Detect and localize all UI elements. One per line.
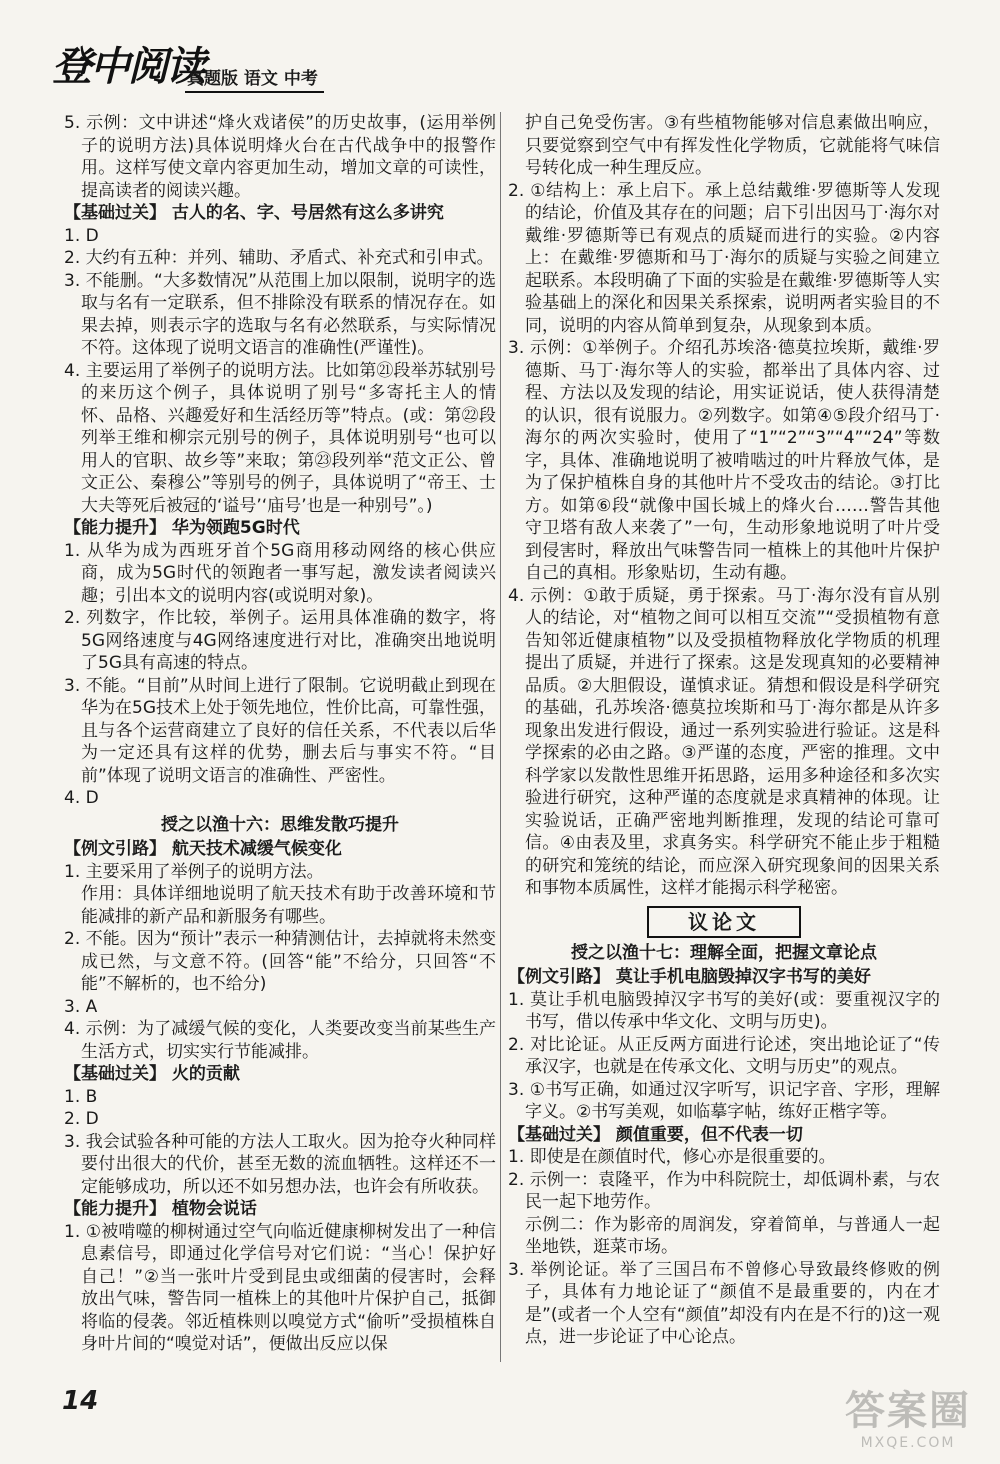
answer-item: 3. 示例：①举例子。介绍孔苏埃洛·德莫拉埃斯，戴维·罗德斯、马丁·海尔等人的实验，都举出了具体内容、过程、方法以及发现的结论，用实证说话，使人获得清楚的认识，很有说服力。②列数字。如第④⑤段介绍马丁·海尔的两次实验时，使用了“1”“2”“3”“4”“24”等数字，具体、准确地说明了被啃啮过的叶片释放气体，是为了保护植株自身的其他叶片不受攻击的结论。③打比方。如第⑥段“就像中国长城上的烽火台……警告其他守卫塔有敌人来袭了”一句，生动形象地说明了叶片受到侵害时，释放出气味警告同一植株上的其他叶片保护自己的真相。形象贴切，生动有趣。 xyxy=(508,338,940,583)
answer-item: 2. 对比论证。从正反两方面进行论述，突出地论证了“传承汉字，也就是在传承文化、文明与历史”的观点。 xyxy=(508,1034,940,1077)
column-divider xyxy=(500,112,501,1362)
section-heading: 【例文引路】 莫让手机电脑毁掉汉字书写的美好 xyxy=(508,967,871,987)
right-column xyxy=(508,112,940,1349)
answer-item: 4. D xyxy=(64,788,99,808)
answer-item: 4. 示例：为了减缓气候的变化，人类要改变当前某些生产生活方式，切实实行节能减排。 xyxy=(64,1019,496,1062)
answer-item: 1. 从华为成为西班牙首个5G商用移动网络的核心供应商，成为5G时代的领跑者一事写起，激发读者阅读兴趣；引出本文的说明内容(或说明对象)。 xyxy=(64,540,496,606)
watermark-url: MXQE.COM xyxy=(860,1435,956,1451)
answer-item: 1. ①被啃噬的柳树通过空气向临近健康柳树发出了一种信息素信号，即通过化学信号对它们说：“当心！保护好自己！”②当一张叶片受到昆虫或细菌的侵害时，会释放出气味，警告同一植株上的其他叶片保护自己，抵御将临的侵袭。邻近植株则以嗅觉方式“偷听”受损植株自身叶片间的“嗅觉对话”，便做出反应以保 xyxy=(64,1221,496,1354)
lesson-title: 授之以渔十六：思维发散巧提升 xyxy=(161,814,399,835)
answer-item: 2. 列数字，作比较，举例子。运用具体准确的数字，将5G网络速度与4G网络速度进行对比，准确突出地说明了5G具有高速的特点。 xyxy=(64,608,496,673)
left-column xyxy=(64,112,496,1356)
answer-item: 4. 示例：①敢于质疑，勇于探索。马丁·海尔没有盲从别人的结论，对“植物之间可以相互交流”“受损植物有意告知邻近健康植物”以及受损植物释放化学物质的机理提出了质疑，并进行了探索。这是发现真知的必要精神品质。②大胆假设，谨慎求证。猜想和假设是科学研究的基础，孔苏埃洛·德莫拉埃斯和马丁·海尔都是从许多现象出发进行假设，通过一系列实验进行验证。这是科学探索的必由之路。③严谨的态度，严密的推理。文中科学家以发散性思维开拓思路，运用多种途径和多次实验进行研究，这种严谨的态度就是求真精神的体现。让实验说话，正确严密地判断推理，发现的结论可靠可信。④由表及里，求真务实。科学研究不能止步于粗糙的研究和笼统的结论，而应深入研究现象间的因果关系和事物本质属性，这样才能揭示科学秘密。 xyxy=(508,585,940,898)
answer-item: 4. 主要运用了举例子的说明方法。比如第㉑段举苏轼别号的来历这个例子，具体说明了别号“多寄托主人的情怀、品格、兴趣爱好和生活经历等”特点。(或：第㉒段列举王维和柳宗元别号的例子，具体说明别号“也可以用人的官职、故乡等”来取；第㉓段列举“范文正公、曾文正公、秦穆公”等别号的例子，具体说明了“帝王、士大夫等死后被冠的‘谥号’‘庙号’也是一种别号”。) xyxy=(64,360,496,516)
series-logo: 登中阅读 xyxy=(52,43,204,90)
answer-continuation: 护自己免受伤害。③有些植物能够对信息素做出响应，只要觉察到空气中有挥发性化学物质，它就能将气味信号转化成一种生理反应。 xyxy=(525,113,940,178)
answer-item: 1. 即使是在颜值时代，修心亦是很重要的。 xyxy=(508,1147,836,1167)
answer-item: 2. 不能。因为“预计”表示一种猜测估计，去掉就将未然变成已然，与文意不符。(回答“能”不给分，只回答“不能”不解析的，也不给分) xyxy=(64,929,496,994)
answer-item: 2. 大约有五种：并列、辅助、矛盾式、补充式和引申式。 xyxy=(64,248,494,268)
section-heading: 【例文引路】 航天技术减缓气候变化 xyxy=(64,839,342,859)
section-heading: 【基础过关】 古人的名、字、号居然有这么多讲究 xyxy=(64,203,444,223)
section-heading: 【能力提升】 植物会说话 xyxy=(64,1199,257,1219)
answer-item: 3. 我会试验各种可能的方法人工取火。因为抢夺火种同样要付出很大的代价，甚至无数的流血牺牲。这样还不一定能够成功，所以还不如另想办法，也许会有所收获。 xyxy=(64,1131,496,1197)
answer-item: 2. ①结构上：承上启下。承上总结戴维·罗德斯等人发现的结论，价值及其存在的问题；启下引出因马丁·海尔对戴维·罗德斯等已有观点的质疑而进行的实验。②内容上：在戴维·罗德斯和马丁·海尔的质疑与实验之间建立起联系。本段明确了下面的实验是在戴维·罗德斯等人实验基础上的深化和因果关系探索，说明两者实验目的不同，说明的内容从简单到复杂，从现象到本质。 xyxy=(508,180,940,336)
answer-continuation: 作用：具体详细地说明了航天技术有助于改善环境和节能减排的新产品和新服务有哪些。 xyxy=(81,884,496,927)
answer-item: 1. 莫让手机电脑毁掉汉字书写的美好(或：要重视汉字的书写，借以传承中华文化、文明与历史)。 xyxy=(508,989,940,1032)
answer-item: 1. 主要采用了举例子的说明方法。 xyxy=(64,861,324,882)
answer-item: 3. A xyxy=(64,996,98,1017)
site-watermark xyxy=(838,1388,978,1456)
watermark-logo-text: 答案圈 xyxy=(845,1388,971,1434)
answer-item: 1. B xyxy=(64,1086,98,1107)
lesson-title: 授之以渔十七：理解全面，把握文章论点 xyxy=(571,942,877,963)
page-number: 14 xyxy=(62,1386,99,1416)
section-heading: 【基础过关】 火的贡献 xyxy=(64,1064,240,1084)
answer-continuation: 示例二：作为影帝的周润发，穿着简单，与普通人一起坐地铁，逛菜市场。 xyxy=(525,1214,940,1257)
answer-item: 5. 示例：文中讲述“烽火戏诸侯”的历史故事，(运用举例子的说明方法)具体说明烽火台在古代战争中的报警作用。这样写使文章内容更加生动，增加文章的可读性，提高读者的阅读兴趣。 xyxy=(64,113,496,201)
genre-banner: 议论文 xyxy=(647,906,801,938)
answer-item: 3. ①书写正确，如通过汉字听写，识记字音、字形，理解字义。②书写美观，如临摹字帖，练好正楷字等。 xyxy=(508,1079,940,1122)
section-heading: 【能力提升】 华为领跑5G时代 xyxy=(64,518,300,538)
section-heading: 【基础过关】 颜值重要，但不代表一切 xyxy=(508,1124,803,1145)
answer-item: 3. 举例论证。举了三国吕布不曾修心导致最终修败的例子，具体有力地论证了“颜值不是最重要的，内在才是”(或者一个人空有“颜值”却没有内在是不行的)这一观点，进一步论证了中心论点。 xyxy=(508,1259,940,1347)
answer-item: 2. D xyxy=(64,1109,99,1129)
answer-item: 3. 不能删。“大多数情况”从范围上加以限制，说明字的选取与名有一定联系，但不排除没有联系的情况存在。如果去掉，则表示字的选取与名有必然联系，与实际情况不符。这体现了说明文语言的准确性(严谨性)。 xyxy=(64,270,496,358)
page-header xyxy=(52,38,352,96)
edition-label: 真题版 语文 中考 xyxy=(185,64,324,93)
answer-item: 3. 不能。“目前”从时间上进行了限制。它说明截止到现在华为在5G技术上处于领先地位，性价比高，可靠性强，且与各个运营商建立了良好的信任关系，不代表以后华为一定还具有这样的优势，删去后与事实不符。“目前”体现了说明文语言的准确性、严密性。 xyxy=(64,675,496,786)
answer-item: 1. D xyxy=(64,225,99,246)
answer-item: 2. 示例一：袁隆平，作为中科院院士，却低调朴素，与农民一起下地劳作。 xyxy=(508,1169,940,1212)
